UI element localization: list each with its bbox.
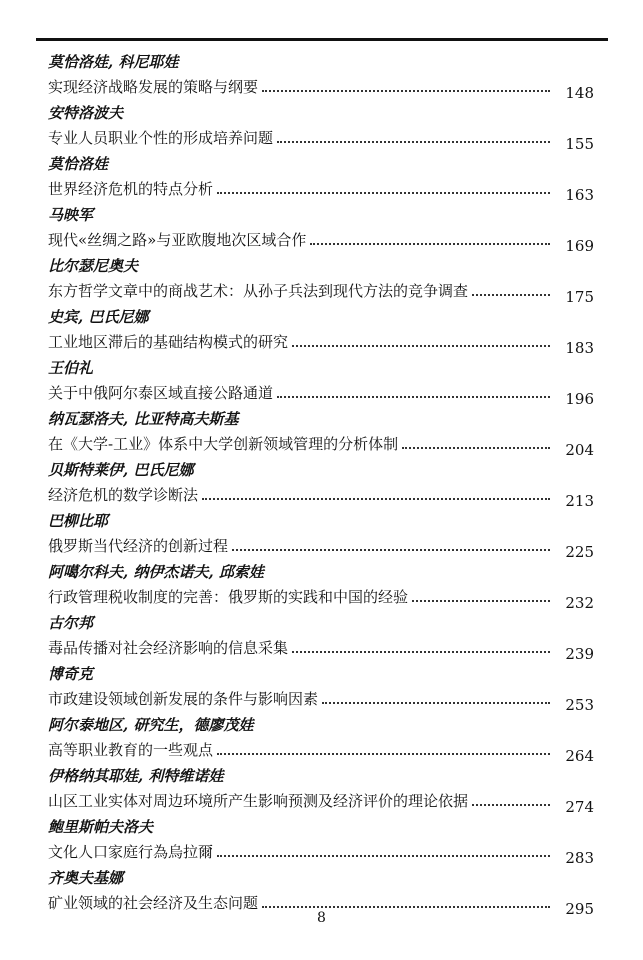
toc-author: 伊格纳其耶娃, 利特维诺娃 xyxy=(48,767,224,785)
toc-entry xyxy=(48,511,594,562)
toc-page-number: 274 xyxy=(565,798,594,816)
toc-title-row xyxy=(48,279,594,306)
toc-author: 莫恰洛娃, 科尼耶娃 xyxy=(48,53,179,71)
toc-page-number: 283 xyxy=(565,849,594,867)
toc-title: 矿业领域的社会经济及生态问题 xyxy=(48,894,259,912)
toc-entry xyxy=(48,52,594,103)
dot-leader xyxy=(217,855,550,857)
toc-title-row xyxy=(48,840,594,867)
toc-author: 莫恰洛娃 xyxy=(48,155,109,173)
toc-page-number: 213 xyxy=(565,492,594,510)
toc-page-number: 225 xyxy=(565,543,594,561)
toc-entry xyxy=(48,103,594,154)
toc-page-number: 155 xyxy=(565,135,594,153)
dot-leader xyxy=(310,243,550,245)
toc-title-row xyxy=(48,381,594,408)
toc-entry xyxy=(48,766,594,817)
toc-title: 经济危机的数学诊断法 xyxy=(48,486,199,504)
toc-entry xyxy=(48,307,594,358)
toc-author: 齐奥夫基娜 xyxy=(48,869,124,887)
header-rule xyxy=(36,38,608,41)
dot-leader xyxy=(292,345,550,347)
toc-title-row xyxy=(48,126,594,153)
toc-title-row xyxy=(48,432,594,459)
toc-page-number: 232 xyxy=(565,594,594,612)
dot-leader xyxy=(322,702,550,704)
toc-author: 马映军 xyxy=(48,206,94,224)
toc-title-row xyxy=(48,534,594,561)
toc-page-number: 169 xyxy=(565,237,594,255)
toc-author: 博奇克 xyxy=(48,665,94,683)
dot-leader xyxy=(277,141,550,143)
toc-author: 史宾, 巴氏尼娜 xyxy=(48,308,149,326)
toc-entry xyxy=(48,358,594,409)
toc-title: 山区工业实体对周边环境所产生影响预测及经济评价的理论依据 xyxy=(48,792,469,810)
dot-leader xyxy=(292,651,550,653)
toc-author: 巴柳比耶 xyxy=(48,512,109,530)
toc-author: 阿尔泰地区, 研究生，德廖茂娃 xyxy=(48,716,254,734)
toc-title: 高等职业教育的一些观点 xyxy=(48,741,214,759)
dot-leader xyxy=(472,294,550,296)
toc-title: 工业地区滞后的基础结构模式的研究 xyxy=(48,333,289,351)
toc-title: 世界经济危机的特点分析 xyxy=(48,180,214,198)
toc-entry xyxy=(48,256,594,307)
toc-title: 文化人口家庭行為烏拉爾 xyxy=(48,843,214,861)
dot-leader xyxy=(402,447,550,449)
dot-leader xyxy=(412,600,550,602)
toc-author: 贝斯特莱伊, 巴氏尼娜 xyxy=(48,461,194,479)
toc-author: 阿噶尔科夫, 纳伊杰诺夫, 邱索娃 xyxy=(48,563,264,581)
toc-entry xyxy=(48,715,594,766)
toc-title-row xyxy=(48,585,594,612)
toc-author: 纳瓦瑟洛夫, 比亚特高夫斯基 xyxy=(48,410,239,428)
toc-page-number: 183 xyxy=(565,339,594,357)
toc-title: 实现经济战略发展的策略与纲要 xyxy=(48,78,259,96)
toc-entry xyxy=(48,409,594,460)
toc-author: 安特洛波夫 xyxy=(48,104,124,122)
toc-author: 比尔瑟尼奥夫 xyxy=(48,257,139,275)
toc-entry xyxy=(48,562,594,613)
toc-title-row xyxy=(48,177,594,204)
toc-title-row xyxy=(48,636,594,663)
toc-author: 王伯礼 xyxy=(48,359,94,377)
toc-page-number: 253 xyxy=(565,696,594,714)
toc-page-number: 148 xyxy=(565,84,594,102)
dot-leader xyxy=(277,396,550,398)
toc-title-row xyxy=(48,75,594,102)
toc-title: 关于中俄阿尔泰区域直接公路通道 xyxy=(48,384,274,402)
toc-page-number: 295 xyxy=(565,900,594,918)
toc-title-row xyxy=(48,228,594,255)
toc-title: 行政管理税收制度的完善：俄罗斯的实践和中国的经验 xyxy=(48,588,409,606)
toc-entry xyxy=(48,460,594,511)
toc-page-number: 204 xyxy=(565,441,594,459)
toc-title-row xyxy=(48,483,594,510)
toc-page-number: 239 xyxy=(565,645,594,663)
toc-title-row xyxy=(48,330,594,357)
dot-leader xyxy=(232,549,550,551)
toc-entry xyxy=(48,205,594,256)
toc-entry xyxy=(48,817,594,868)
dot-leader xyxy=(217,192,550,194)
dot-leader xyxy=(262,90,550,92)
dot-leader xyxy=(202,498,550,500)
table-of-contents xyxy=(48,52,594,919)
toc-page-number: 196 xyxy=(565,390,594,408)
toc-title: 东方哲学文章中的商战艺术：从孙子兵法到现代方法的竞争调查 xyxy=(48,282,469,300)
toc-entry xyxy=(48,154,594,205)
toc-title: 毒品传播对社会经济影响的信息采集 xyxy=(48,639,289,657)
toc-title: 市政建设领域创新发展的条件与影响因素 xyxy=(48,690,319,708)
toc-entry xyxy=(48,613,594,664)
toc-author: 鲍里斯帕夫洛夫 xyxy=(48,818,154,836)
toc-title: 俄罗斯当代经济的创新过程 xyxy=(48,537,229,555)
toc-page-number: 163 xyxy=(565,186,594,204)
toc-title: 专业人员职业个性的形成培养问题 xyxy=(48,129,274,147)
toc-author: 古尔邦 xyxy=(48,614,94,632)
dot-leader xyxy=(217,753,550,755)
dot-leader xyxy=(262,906,550,908)
toc-title: 在《大学-工业》体系中大学创新领域管理的分析体制 xyxy=(48,435,399,453)
toc-title: 现代«丝绸之路»与亚欧腹地次区域合作 xyxy=(48,231,307,249)
toc-title-row xyxy=(48,789,594,816)
page-number: 8 xyxy=(317,910,326,926)
toc-title-row xyxy=(48,687,594,714)
toc-page-number: 175 xyxy=(565,288,594,306)
toc-title-row xyxy=(48,738,594,765)
toc-entry xyxy=(48,664,594,715)
toc-page-number: 264 xyxy=(565,747,594,765)
dot-leader xyxy=(472,804,550,806)
